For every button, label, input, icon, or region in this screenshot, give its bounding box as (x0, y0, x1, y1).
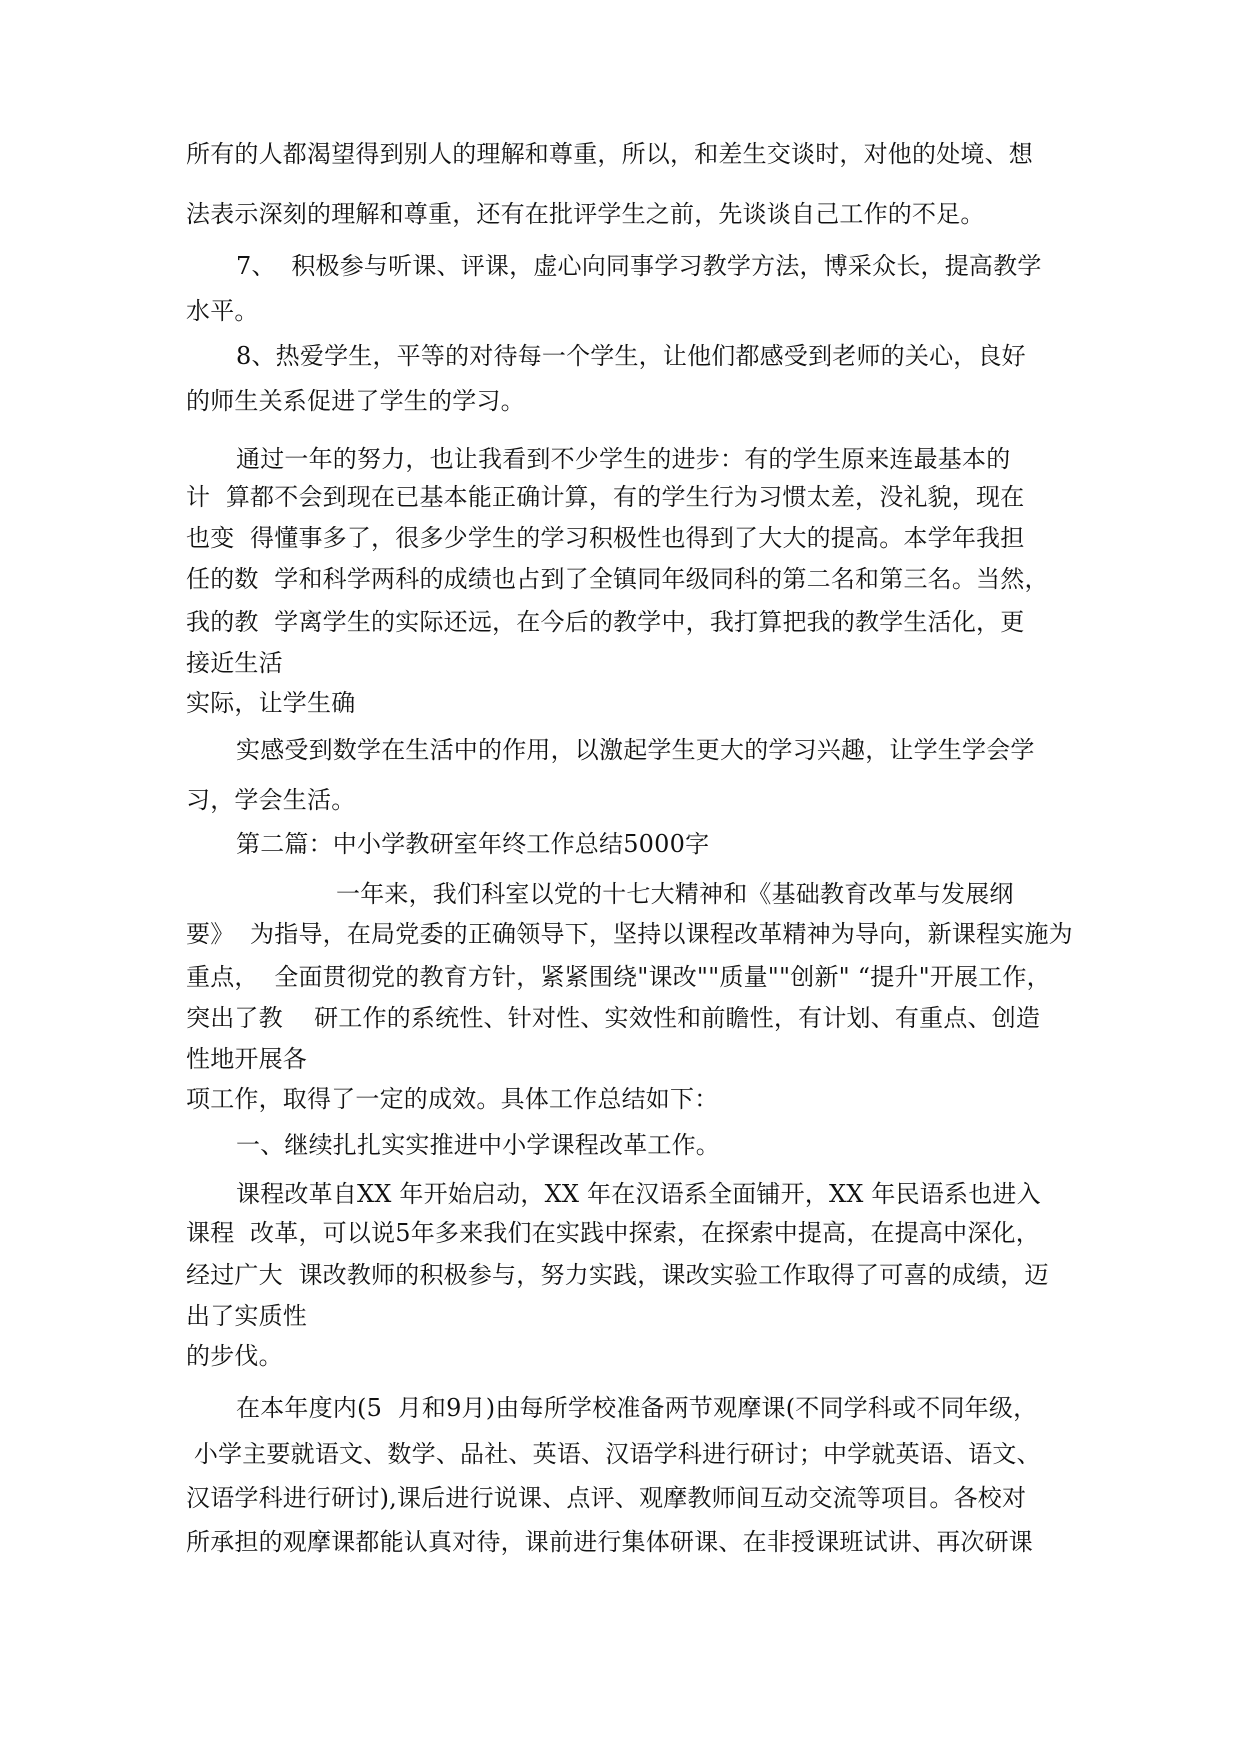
body-text-line: 计 算都不会到现在已基本能正确计算，有的学生行为习惯太差，没礼貌，现在 (186, 483, 1025, 511)
body-text-line: 接近生活 (186, 649, 283, 677)
body-text-line: 突出了教 研工作的系统性、针对性、实效性和前瞻性，有计划、有重点、创造 (186, 1004, 1041, 1032)
body-text-line: 7、 积极参与听课、评课，虚心向同事学习教学方法，博采众长，提高教学 (236, 252, 1042, 280)
body-text-line: 水平。 (186, 297, 259, 325)
body-text-line: 出了实质性 (186, 1302, 307, 1330)
body-text-line: 我的教 学离学生的实际还远，在今后的教学中，我打算把我的教学生活化，更 (186, 608, 1025, 636)
body-text-line: 习，学会生活。 (186, 786, 356, 814)
body-text-line: 课程改革自XX 年开始启动，XX 年在汉语系全面铺开，XX 年民语系也进入 (236, 1180, 1041, 1208)
section-heading: 第二篇：中小学教研室年终工作总结5000字 (236, 830, 710, 858)
body-text-line: 小学主要就语文、数学、品社、英语、汉语学科进行研讨；中学就英语、语文、 (186, 1440, 1041, 1468)
body-text-line: 性地开展各 (186, 1045, 307, 1073)
body-text-line: 实感受到数学在生活中的作用，以激起学生更大的学习兴趣，让学生学会学 (236, 736, 1035, 764)
body-text-line: 的师生关系促进了学生的学习。 (186, 387, 525, 415)
body-text-line: 课程 改革，可以说5年多来我们在实践中探索，在探索中提高，在提高中深化， (186, 1219, 1040, 1247)
body-text-line: 任的数 学和科学两科的成绩也占到了全镇同年级同科的第二名和第三名。当然， (186, 565, 1049, 593)
body-text-line: 所有的人都渴望得到别人的理解和尊重，所以，和差生交谈时，对他的处境、想 (186, 140, 1033, 168)
body-text-line: 经过广大 课改教师的积极参与，努力实践，课改实验工作取得了可喜的成绩，迈 (186, 1261, 1049, 1289)
body-text-line: 也变 得懂事多了，很多少学生的学习积极性也得到了大大的提高。本学年我担 (186, 524, 1025, 552)
body-text-line: 汉语学科进行研讨),课后进行说课、点评、观摩教师间互动交流等项目。各校对 (186, 1484, 1027, 1512)
body-text-line: 在本年度内(5 月和9月)由每所学校准备两节观摩课(不同学科或不同年级， (236, 1394, 1038, 1422)
body-text-line: 的步伐。 (186, 1342, 283, 1370)
body-text-line: 8、热爱学生，平等的对待每一个学生，让他们都感受到老师的关心，良好 (236, 342, 1026, 370)
body-text-line: 通过一年的努力，也让我看到不少学生的进步：有的学生原来连最基本的 (236, 445, 1011, 473)
body-text-line: 法表示深刻的理解和尊重，还有在批评学生之前，先谈谈自己工作的不足。 (186, 200, 985, 228)
subsection-heading: 一、继续扎扎实实推进中小学课程改革工作。 (236, 1131, 720, 1159)
body-text-line: 项工作，取得了一定的成效。具体工作总结如下： (186, 1085, 719, 1113)
body-text-line: 要》 为指导，在局党委的正确领导下，坚持以课程改革精神为导向，新课程实施为 (186, 920, 1073, 948)
body-text-line: 重点， 全面贯彻党的教育方针，紧紧围绕"课改""质量""创新" “提升"开展工作， (186, 963, 1051, 991)
body-text-line: 一年来，我们科室以党的十七大精神和《基础教育改革与发展纲 (336, 880, 1014, 908)
body-text-line: 所承担的观摩课都能认真对待，课前进行集体研课、在非授课班试讲、再次研课 (186, 1528, 1033, 1556)
body-text-line: 实际，让学生确 (186, 689, 356, 717)
